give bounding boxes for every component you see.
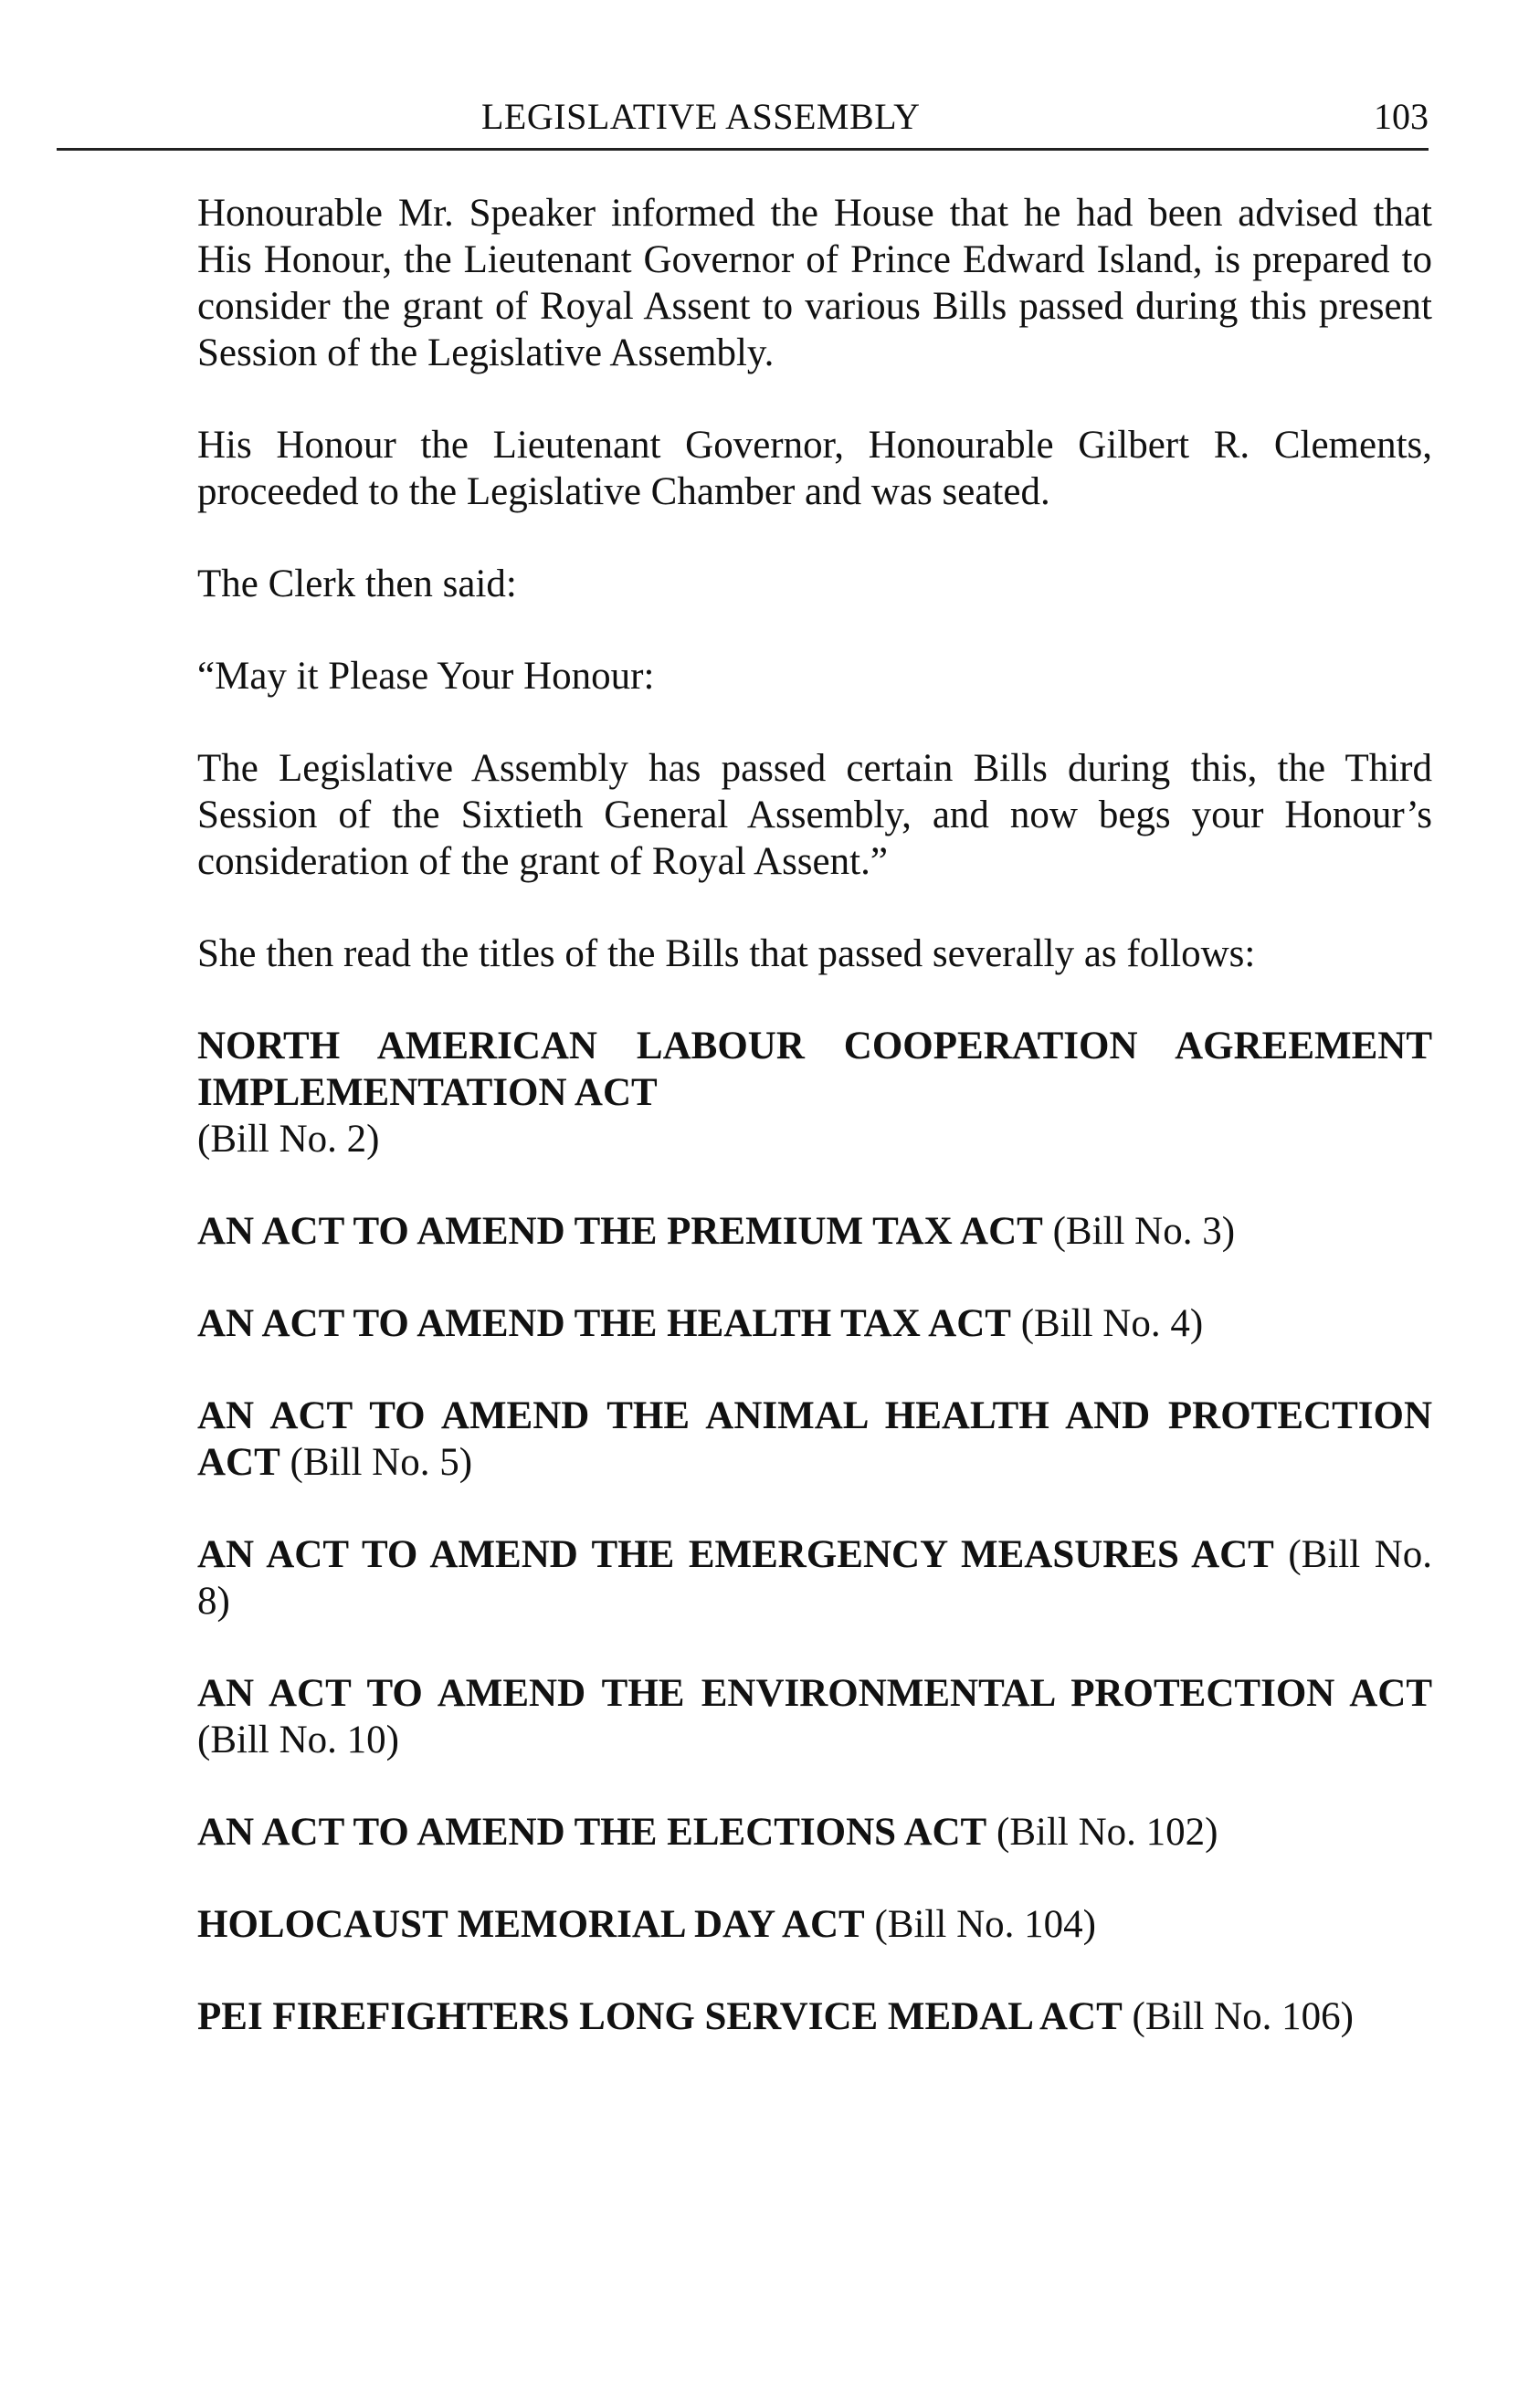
bill-number: (Bill No. 3) [1052,1210,1236,1253]
bill-title: HOLOCAUST MEMORIAL DAY ACT [197,1903,865,1946]
page-number: 103 [1374,96,1429,137]
bill-number: (Bill No. 10) [197,1719,399,1761]
paragraph-assembly-passed: The Legislative Assembly has passed certain Bills during this, the Third Session of the Sixtieth General Assembly, and now begs your Honour’s consideration of the grant of Royal Assent.” [197,747,1432,883]
bill-entry [197,1393,1432,1486]
bill-title: NORTH AMERICAN LABOUR COOPERATION AGREEMENT IMPLEMENTATION ACT [197,1025,1432,1114]
paragraph-clerk-said: The Clerk then said: [197,563,517,605]
bill-number: (Bill No. 2) [197,1118,380,1161]
bill-entry [197,1809,1432,1856]
bill-number: (Bill No. 104) [874,1903,1096,1946]
bill-number: (Bill No. 106) [1132,1995,1354,2038]
bill-number: (Bill No. 102) [996,1811,1218,1854]
bill-title: AN ACT TO AMEND THE EMERGENCY MEASURES ACT [197,1533,1274,1576]
bill-number: (Bill No. 5) [290,1441,473,1484]
bill-entry [197,1993,1432,2040]
bill-title: AN ACT TO AMEND THE ENVIRONMENTAL PROTECTION ACT [197,1672,1432,1715]
bill-title: AN ACT TO AMEND THE PREMIUM TAX ACT [197,1210,1043,1253]
bill-entry [197,1901,1432,1948]
bill-number: (Bill No. 8) [197,1533,1432,1623]
bill-entry [197,1023,1432,1162]
paragraph-address: “May it Please Your Honour: [197,655,655,698]
bill-entry [197,1531,1432,1625]
paragraph-titles-read: She then read the titles of the Bills that passed severally as follows: [197,932,1256,975]
bill-title: PEI FIREFIGHTERS LONG SERVICE MEDAL ACT [197,1995,1123,2038]
bill-number: (Bill No. 4) [1020,1302,1204,1345]
bill-title: AN ACT TO AMEND THE HEALTH TAX ACT [197,1302,1011,1345]
paragraph-speaker-advised: Honourable Mr. Speaker informed the House that he had been advised that His Honour, the Lieutenant Governor of Prince Edward Island, is prepared to consider the grant of Royal Assent to various Bills passed during this present Session of the Legislative Assembly. [197,192,1432,374]
paragraph-lieutenant-governor: His Honour the Lieutenant Governor, Honourable Gilbert R. Clements, proceeded to the Legislative Chamber and was seated. [197,424,1432,513]
bill-title: AN ACT TO AMEND THE ELECTIONS ACT [197,1811,987,1854]
page-header [57,89,1429,151]
bill-title: AN ACT TO AMEND THE ANIMAL HEALTH AND PROTECTION ACT [197,1394,1432,1484]
running-title: LEGISLATIVE ASSEMBLY [481,96,921,137]
page-body [197,190,1432,2086]
bill-entry [197,1208,1432,1255]
bill-entry [197,1670,1432,1763]
bill-entry [197,1300,1432,1347]
